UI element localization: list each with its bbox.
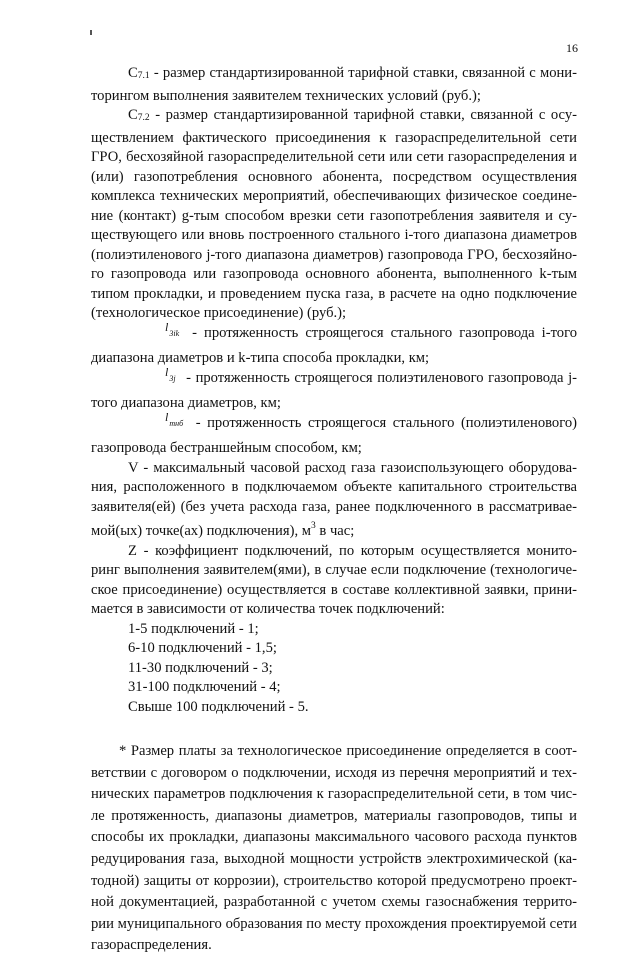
definition-text: - протяженность строящегося полиэтиленового газопровода j-того диапазона диаметров, км; [91, 369, 577, 411]
page-number: 16 [566, 41, 578, 55]
definition-v [91, 459, 577, 542]
definition-ltnb [91, 409, 577, 459]
definition-text: V - максимальный часовой расход газа газоиспользующего оборудования, расположенного в подключаемом объекте капитального строительства заявителя(ей) (без учета расхода газа, ранее подключенного в рассматриваемой(ых) точке(ах) подключения), [91, 459, 577, 539]
scan-mark [90, 30, 92, 35]
unit: м [301, 523, 311, 539]
symbol: C [128, 107, 138, 123]
symbol: C [128, 65, 138, 81]
definition-text: Z - коэффициент подключений, по которым осуществляется мониторинг выполнения заявителем(ями), в случае если подключение (технологическое присоединение) осуществляется в составе коллективной заявки, принимается в зависимости от количества точек подключений: [91, 542, 577, 617]
length-symbol: $l_{тнб}$ [165, 409, 184, 428]
list-item: Свыше 100 подключений - 5. [128, 698, 309, 715]
definition-c72 [91, 106, 577, 324]
definition-text: - размер стандартизированной тарифной ставки, связанной с осуществлением фактического присоединения к газораспределительной сети ГРО, бесхозяйной газораспределительной сети или сети газораспределения и (или) газопотребления основного абонента, посредством осуществления комплекса технических мероприятий, обеспечивающих физическое соединение (контакт) g-тым способом врезки сети газопотребления заявителя и существующего или вновь построенного стального i-того диапазона диаметров (полиэтиленового j-того диапазона диаметров) газопровода ГРО, бесхозяйного газопровода или газопровода основного абонента, выполненного k-тым типом прокладки, и проведением пуска газа, в расчете на одно подключение (технологическое присоединение) (руб.); [91, 107, 577, 321]
z-values-list [91, 620, 577, 718]
length-symbol: $l_{3ik}$ [165, 319, 180, 338]
definition-text: - размер стандартизированной тарифной ставки, связанной с мониторингом выполнения заявителем технических условий (руб.); [91, 65, 577, 104]
list-item: 11-30 подключений - 3; [128, 659, 273, 676]
spacer [91, 717, 577, 741]
definition-z [91, 542, 577, 620]
list-item: 1-5 подключений - 1; [128, 620, 259, 637]
definition-c71 [91, 64, 577, 106]
list-item: 6-10 подключений - 1,5; [128, 640, 277, 656]
length-symbol: $l_{3j}$ [165, 364, 176, 383]
list-item: 31-100 подключений - 4; [128, 679, 281, 695]
document-body [91, 64, 577, 957]
symbol-subscript: 7.1 [137, 71, 150, 81]
unit-superscript: 3 [311, 521, 316, 531]
definition-text: - протяженность строящегося стального газопровода i-того диапазона диаметров и k-типа способа прокладки, км; [91, 324, 577, 366]
symbol-subscript: 7.2 [137, 113, 150, 123]
unit-tail: в час; [315, 523, 355, 539]
definition-text: - протяженность строящегося стального (полиэтиленового) газопровода бестраншейным способом, км; [91, 414, 577, 456]
footnote: * Размер платы за технологическое присоединение определяется в соответствии с договором о подключении, исходя из перечня мероприятий и технических параметров подключения к газораспределительной сети, в том числе протяженность, диапазоны диаметров, материалы газопроводов, типы и способы их прокладки, диапазоны максимального часового расхода пунктов редуцирования газа, выходной мощности устройств электрохимической (катодной) защиты от коррозии), строительство которой предусмотрено проектной документацией, разработанной с учетом схемы газоснабжения территории муниципального образования по месту прохождения проектируемой сети газораспределения. [91, 743, 577, 954]
